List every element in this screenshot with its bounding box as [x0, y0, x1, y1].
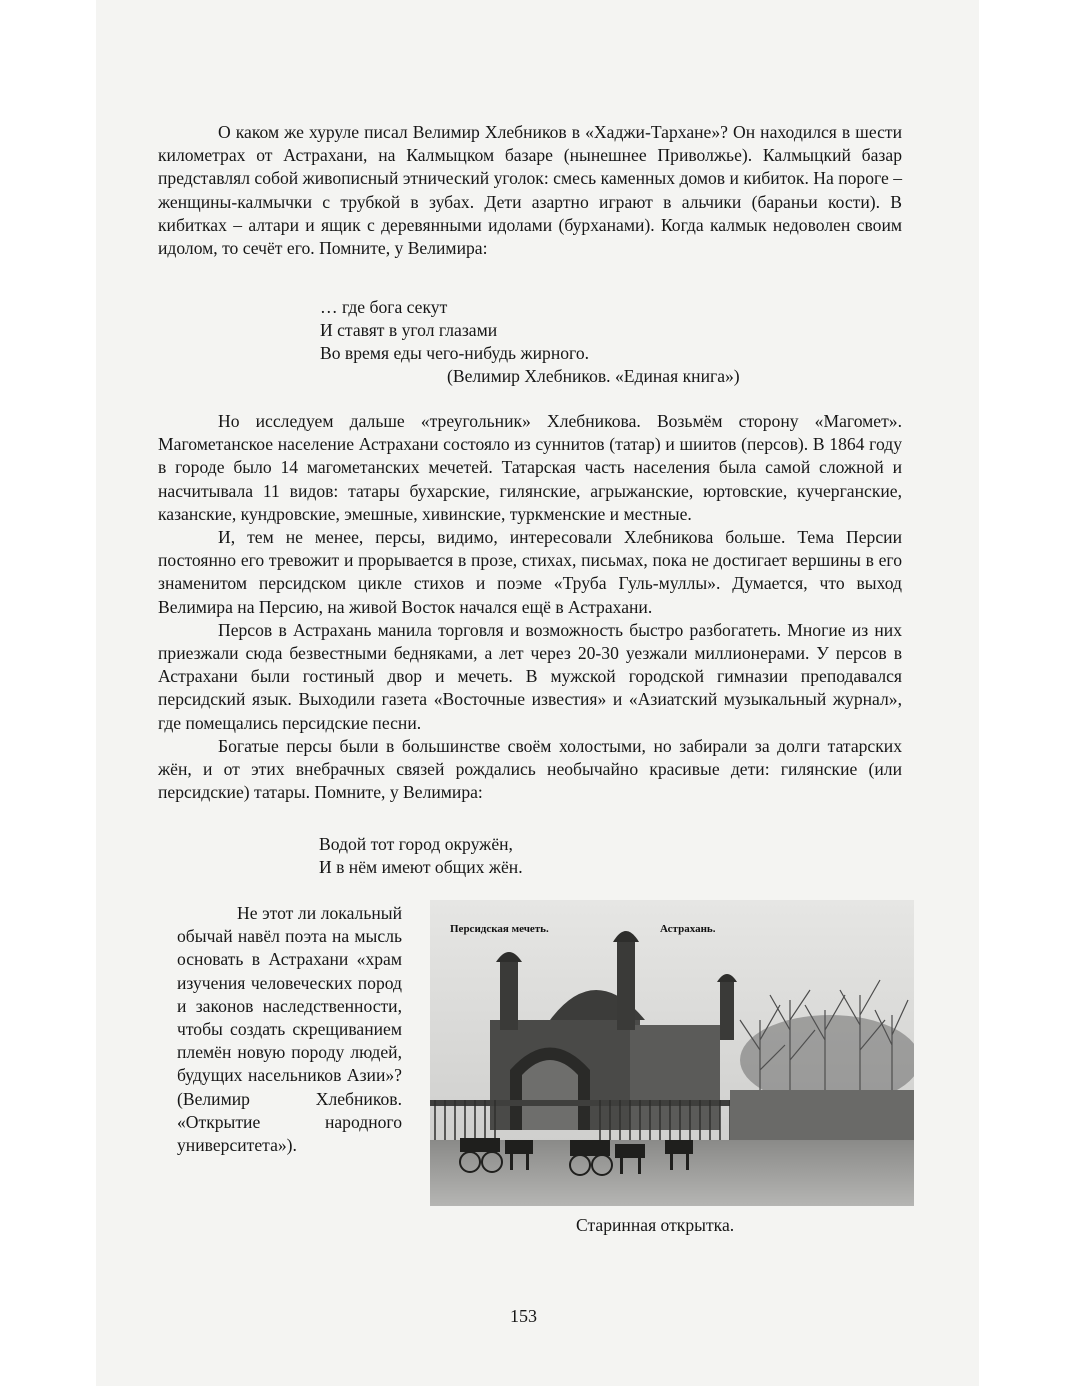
verse-quote-1: [320, 296, 589, 366]
paragraph: Персов в Астрахань манила торговля и возможность быстро разбогатеть. Многие из них приезжали сюда безвестными бедняками, а лет через 20-30 уезжали миллионерами. У персов в Астрахани были гостиный двор и мечеть. В мужской городской гимназии преподавался персидский язык. Выходили газета «Восточные известия» и «Азиатский музыкальный журнал», где помещались персидские песни.: [158, 619, 902, 733]
paragraph-block-2: [158, 410, 902, 804]
photo-caption: Старинная открытка.: [576, 1215, 735, 1235]
postcard-photo: [430, 900, 914, 1206]
verse-quote-2: [319, 833, 523, 879]
verse-line: Во время еды чего-нибудь жирного.: [320, 343, 590, 364]
mosque-postcard-image: [430, 900, 914, 1206]
paragraph: Но исследуем дальше «треугольник» Хлебникова. Возьмём сторону «Магомет». Магометанское население Астрахани состояло из суннитов (татар) и шиитов (персов). В 1864 году в городе было 14 магометанских мечетей. Татарская часть населения была самой сложной и насчитывала 11 видов: татары бухарские, гилянские, агрыжанские, юртовские, кучерганские, казанские, кундровские, эмешные, хивинские, туркменские и местные.: [158, 411, 902, 524]
page-number: 153: [510, 1306, 537, 1326]
side-paragraph: [177, 902, 402, 1157]
paragraph: Богатые персы были в большинстве своём холостыми, но забирали за долги татарских жён, и от этих внебрачных связей рождались необычайно красивые дети: гилянские (или персидские) татары. Помните, у Велимира:: [158, 735, 902, 803]
postcard-label-left: Персидская мечеть.: [450, 923, 549, 935]
verse-attribution: (Велимир Хлебников. «Единая книга»): [447, 366, 740, 386]
paragraph: Не этот ли локальный обычай навёл поэта на мысль основать в Астрахани «храм изучения человеческих пород и законов наследственности, чтобы создать скрещиванием племён новую породу людей, будущих насельников Азии»? (Велимир Хлебников. «Открытие народного университета»).: [177, 903, 402, 1156]
verse-line: … где бога секут: [320, 297, 448, 317]
paragraph: И, тем не менее, персы, видимо, интересовали Хлебникова больше. Тема Персии постоянно его тревожит и прорывается в прозе, стихах, письмах, пока не достигает вершины в его знаменитом персидском цикле стихов и поэме «Труба Гуль-муллы». Думается, что выход Велимира на Персию, на живой Восток начался ещё в Астрахани.: [158, 527, 902, 617]
paragraph: О каком же хуруле писал Велимир Хлебников в «Хаджи-Тархане»? Он находился в шести километрах от Астрахани, на Калмыцком базаре (нынешнее Приволжье). Калмыцкий базар представлял собой живописный этнический уголок: смесь каменных домов и кибиток. На пороге – женщины-калмычки с трубкой в зубах. Дети азартно играют в альчики (бараньи кости). В кибитках – алтари и ящик с деревянными идолами (бурханами). Когда калмык недоволен своим идолом, то сечёт его. Помните, у Велимира:: [158, 122, 902, 259]
postcard-label-right: Астрахань.: [660, 923, 716, 935]
verse-line: И в нём имеют общих жён.: [319, 857, 523, 878]
verse-line: Водой тот город окружён,: [319, 834, 513, 854]
paragraph-block-1: [158, 121, 902, 260]
verse-line: И ставят в угол глазами: [320, 320, 498, 341]
